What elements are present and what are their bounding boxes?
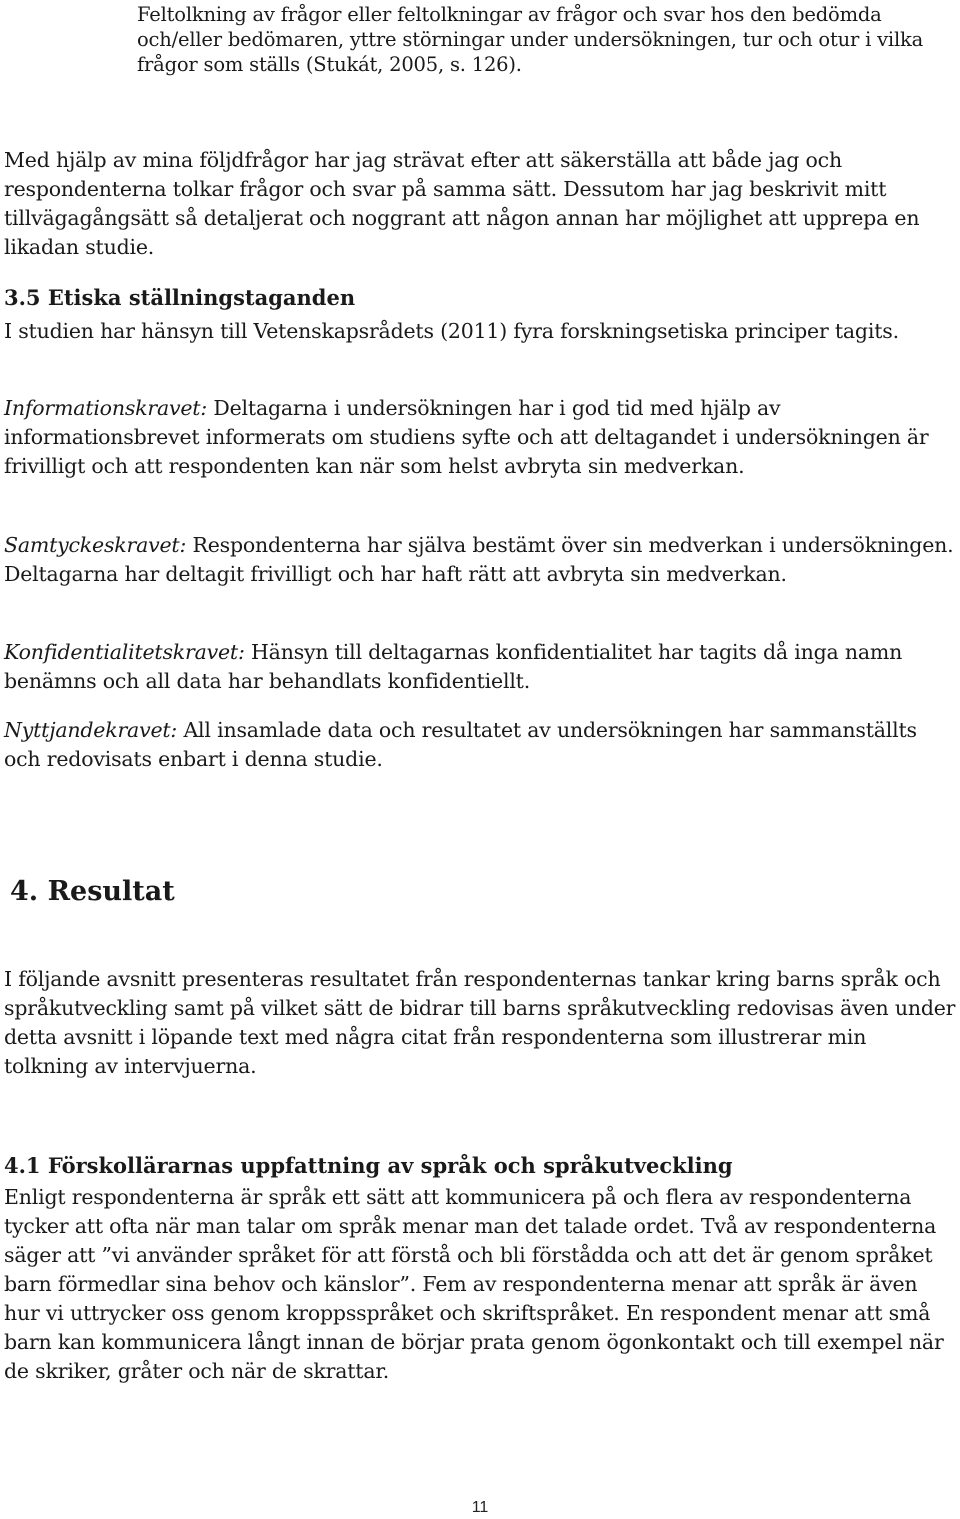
ethics-intro-paragraph: I studien har hänsyn till Vetenskapsrådets (2011) fyra forskningsetiska principer tagits. [4,319,899,343]
principle-term: Samtyckeskravet: [4,533,187,557]
heading-3-5-ethics: 3.5 Etiska ställningstaganden [4,285,356,310]
principle-text: Deltagarna i undersökningen har i god tid med hjälp av informationsbrevet informerats om studiens syfte och att deltagandet i undersökningen är frivilligt och att respondenten kan när som helst avbryta sin medverkan. [4,396,929,478]
principle-term: Konfidentialitetskravet: [4,640,245,664]
quote-paragraph: Feltolkning av frågor eller feltolkningar av frågor och svar hos den bedömda och/eller bedömaren, yttre störningar under undersökningen, tur och otur i vilka frågor som ställs (Stukát, 2005, s. 126). [137,3,924,76]
principle-use [4,716,956,774]
principle-text: All insamlade data och resultatet av undersökningen har sammanställts och redovisats enbart i denna studie. [4,718,917,771]
results-intro-paragraph: I följande avsnitt presenteras resultatet från respondenternas tankar kring barns språk och språkutveckling samt på vilket sätt de bidrar till barns språkutveckling redovisas även under detta avsnitt i löpande text med några citat från respondenterna som illustrerar min tolkning av intervjuerna. [4,967,956,1078]
principle-information [4,394,956,481]
principle-text: Respondenterna har själva bestämt över sin medverkan i undersökningen. Deltagarna har deltagit frivilligt och har haft rätt att avbryta sin medverkan. [4,533,954,586]
heading-4-1: 4.1 Förskollärarnas uppfattning av språk och språkutveckling [4,1153,733,1178]
validity-paragraph: Med hjälp av mina följdfrågor har jag strävat efter att säkerställa att både jag och respondenterna tolkar frågor och svar på samma sätt. Dessutom har jag beskrivit mitt tillvägagångsätt så detaljerat och noggrant att någon annan har möjlighet att upprepa en likadan studie. [4,148,920,259]
principle-text: Hänsyn till deltagarnas konfidentialitet har tagits då inga namn benämns och all data har behandlats konfidentiellt. [4,640,903,693]
principle-consent [4,531,956,589]
principle-term: Nyttjandekravet: [4,718,178,742]
section-4-1-paragraph: Enligt respondenterna är språk ett sätt att kommunicera på och flera av respondenterna tycker att ofta när man talar om språk menar man det talade ordet. Två av respondenterna säger att ”vi använder språket för att förstå och bli förstådda och att det är genom språket barn förmedlar sina behov och känslor”. Fem av respondenterna menar att språk är även hur vi uttrycker oss genom kroppsspråket och skriftspråket. En respondent menar att små barn kan kommunicera långt innan de börjar prata genom ögonkontakt och till exempel när de skriker, gråter och när de skrattar. [4,1185,944,1383]
principle-term: Informationskravet: [4,396,208,420]
heading-4-results: 4. Resultat [10,876,175,907]
principle-confidentiality [4,638,956,696]
page-number: 11 [471,1499,489,1516]
